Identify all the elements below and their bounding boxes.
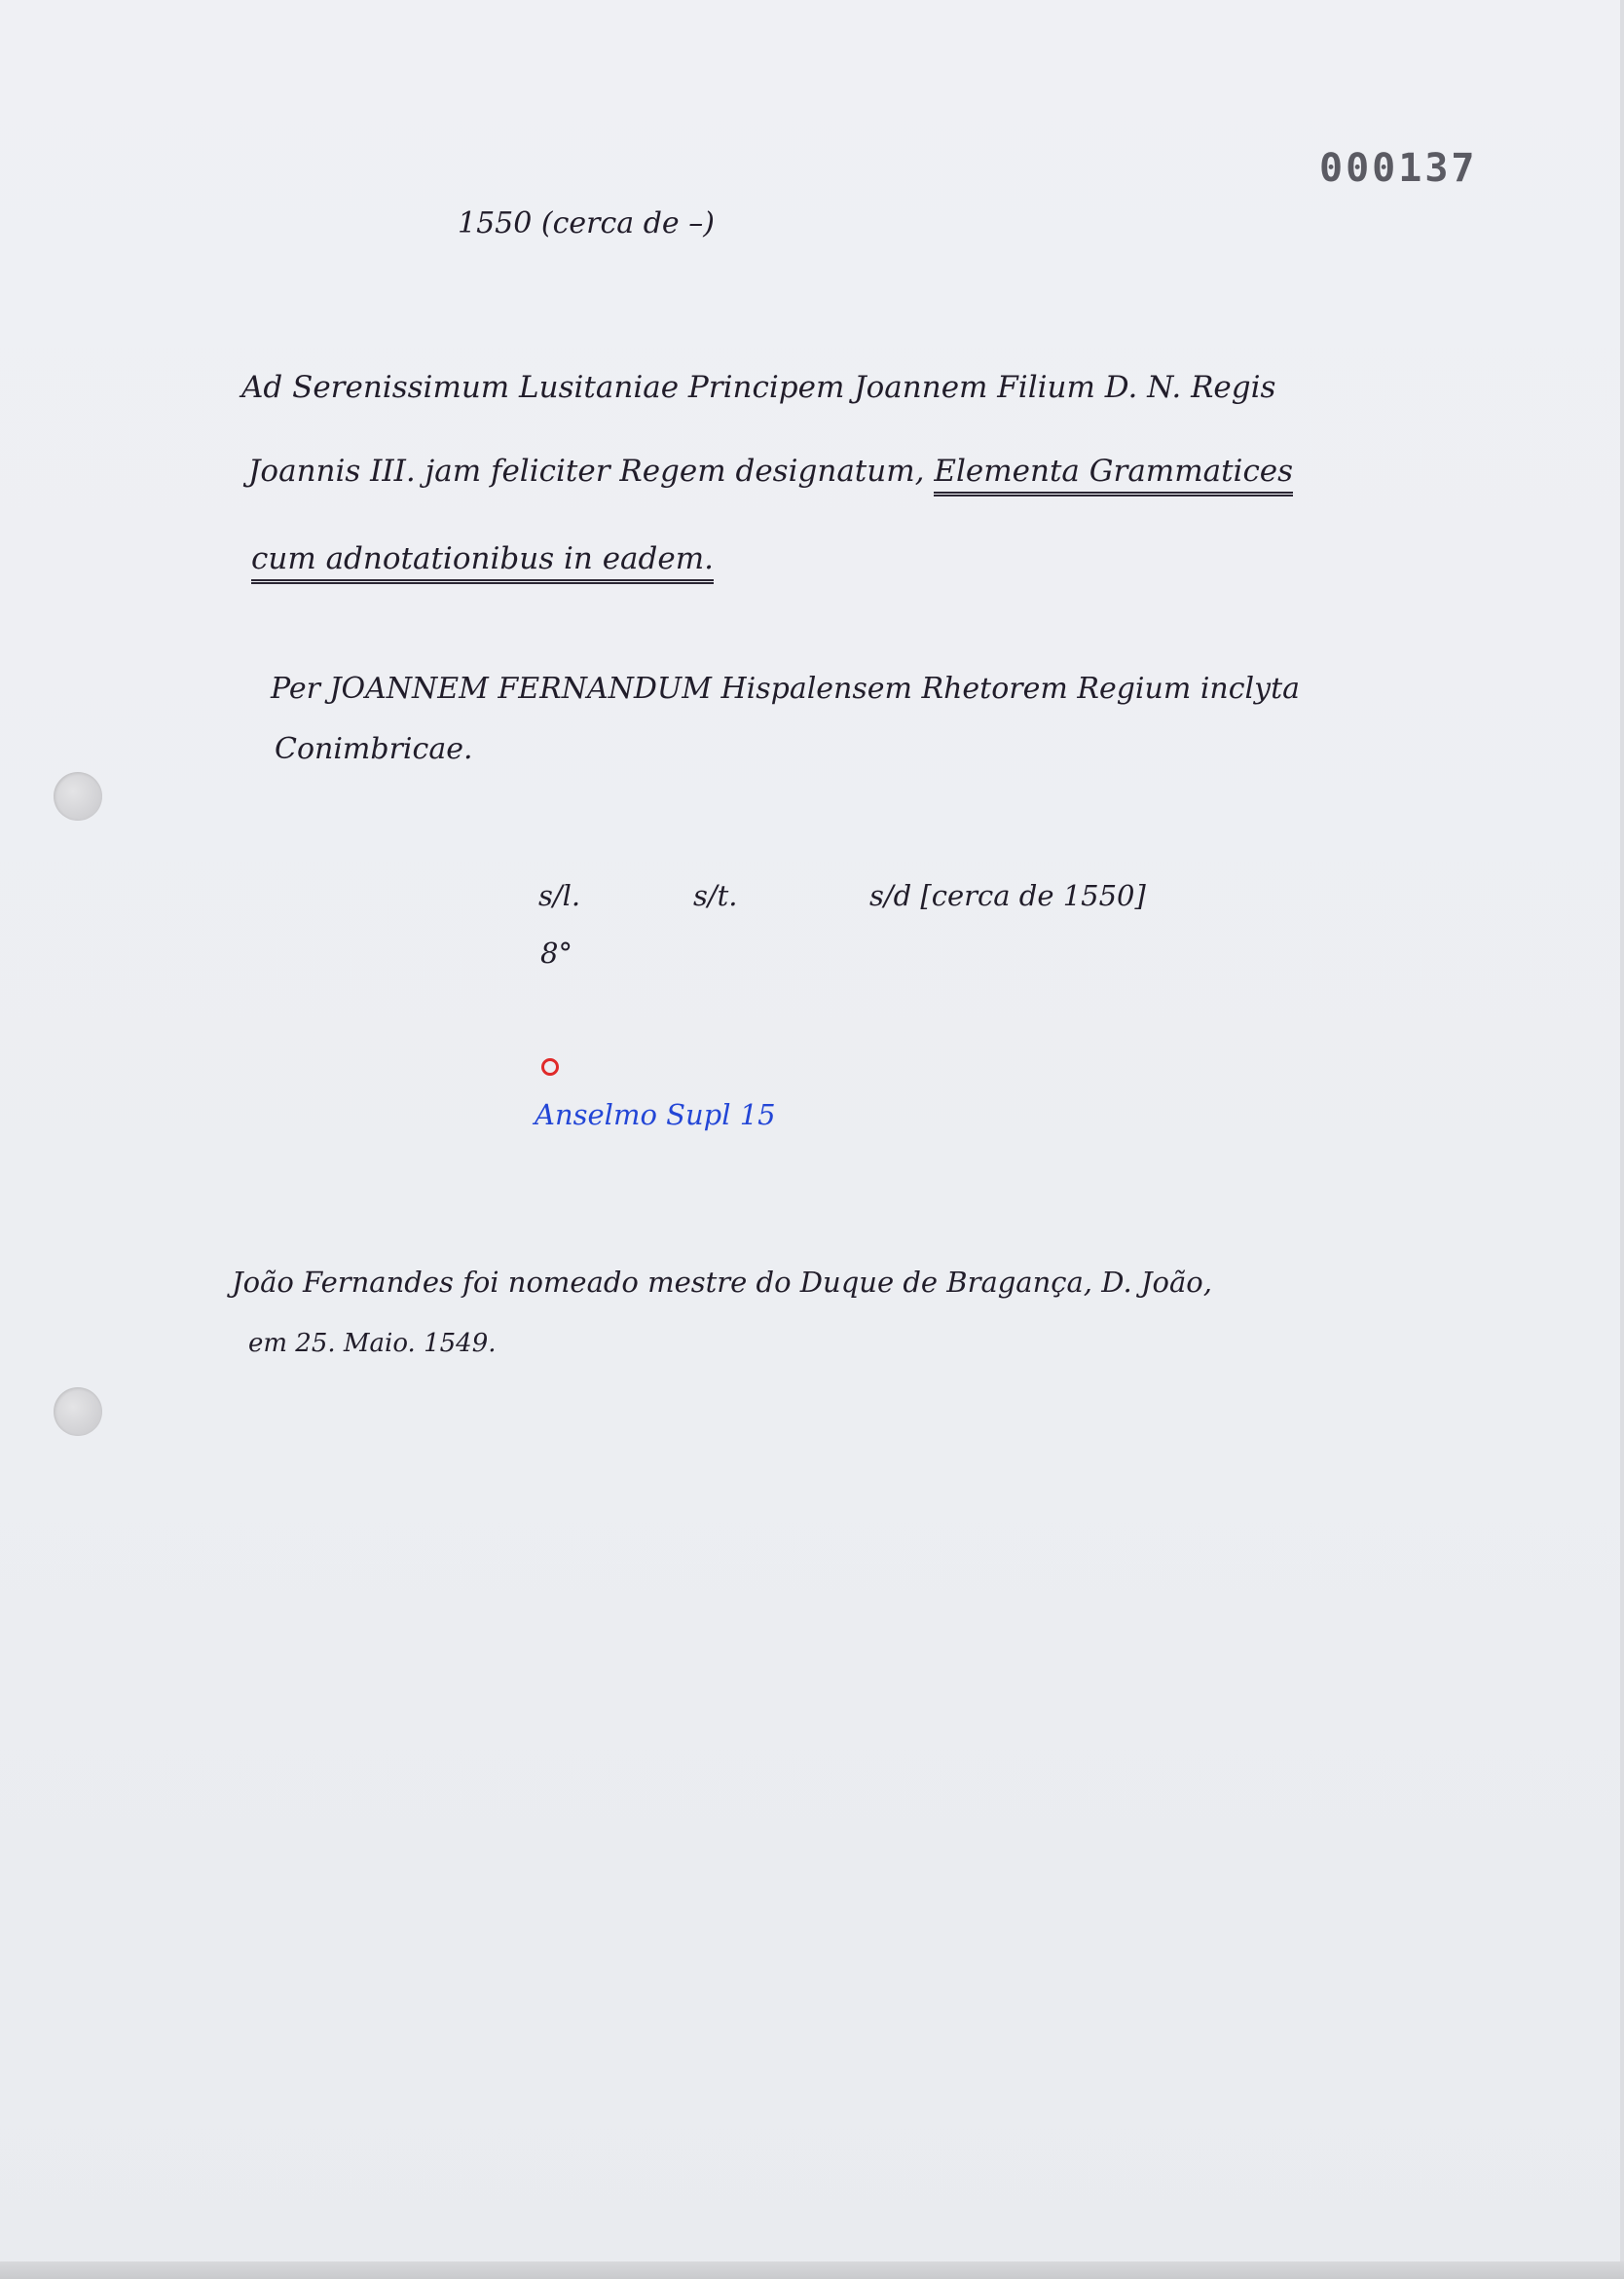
- note-line-1: João Fernandes foi nomeado mestre do Duque de Bragança, D. João,: [232, 1266, 1212, 1299]
- punch-hole: [54, 1387, 102, 1436]
- page-number-stamp: 000137: [1319, 146, 1478, 191]
- book-format: 8°: [540, 937, 572, 970]
- punch-hole: [54, 772, 102, 821]
- imprint-printer: s/t.: [693, 879, 738, 912]
- imprint-date: s/d [cerca de 1550]: [869, 879, 1146, 912]
- title-line-2-underlined: Elementa Grammatices: [934, 454, 1293, 496]
- date-heading: 1550 (cerca de –): [458, 206, 715, 240]
- author-line-2: Conimbricae.: [275, 732, 473, 766]
- author-line-1: Per JOANNEM FERNANDUM Hispalensem Rhetorem Regium inclyta: [271, 672, 1301, 706]
- red-circle-mark: [541, 1058, 559, 1076]
- title-line-2-text: Joannis III. jam feliciter Regem designatum,: [248, 454, 925, 489]
- note-line-2: em 25. Maio. 1549.: [248, 1329, 497, 1358]
- page-edge: [1620, 0, 1624, 2279]
- title-line-1: Ad Serenissimum Lusitaniae Principem Joannem Filium D. N. Regis: [241, 370, 1276, 405]
- scan-bottom-edge: [0, 2261, 1624, 2279]
- title-line-3-underlined: cum adnotationibus in eadem.: [251, 541, 714, 584]
- imprint-place: s/l.: [538, 879, 581, 912]
- title-line-3: [251, 541, 714, 576]
- title-line-2: [248, 454, 1293, 489]
- bibliographic-reference: Anselmo Supl 15: [535, 1098, 776, 1131]
